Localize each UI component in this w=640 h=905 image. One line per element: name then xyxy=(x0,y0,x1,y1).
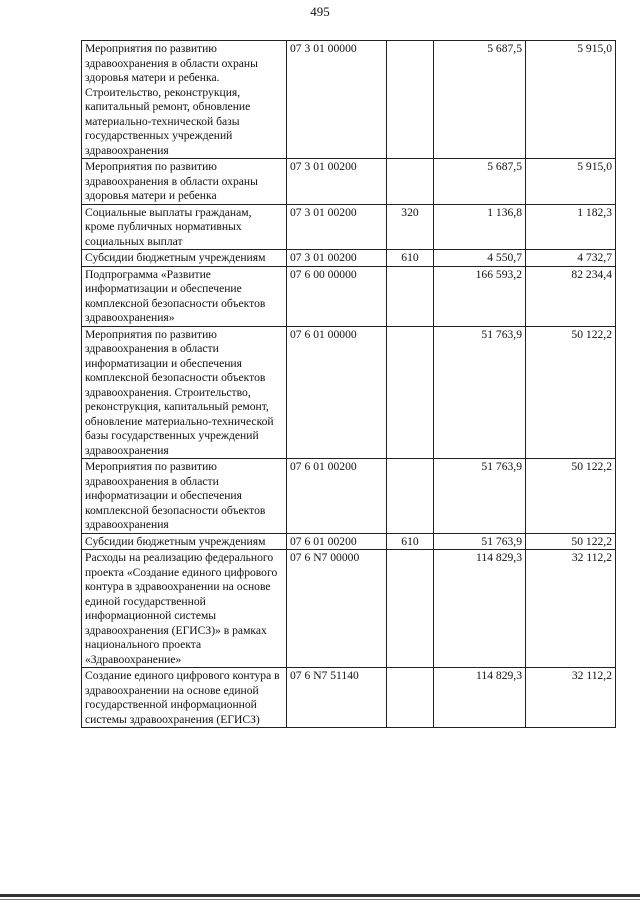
table-row xyxy=(82,250,616,267)
table-row xyxy=(82,533,616,550)
row-name-cell: Расходы на реализацию федерального проекта «Создание единого цифрового контура в здравоохранении на основе единой государственной информационной системы здравоохранения (ЕГИСЗ)» в рамках национального проекта «Здравоохранение» xyxy=(82,550,287,668)
table-row xyxy=(82,459,616,534)
row-expense-type-cell xyxy=(387,326,434,459)
row-amount-year1-cell: 166 593,2 xyxy=(434,266,526,326)
row-code-cell: 07 6 N7 00000 xyxy=(287,550,387,668)
row-code-cell: 07 6 01 00200 xyxy=(287,533,387,550)
row-name-cell: Мероприятия по развитию здравоохранения в области информатизации и обеспечения комплексной безопасности объектов здравоохранения xyxy=(82,459,287,534)
row-amount-year2-cell: 5 915,0 xyxy=(526,159,616,205)
row-expense-type-cell xyxy=(387,159,434,205)
row-name-cell: Подпрограмма «Развитие информатизации и обеспечение комплексной безопасности объектов здравоохранения» xyxy=(82,266,287,326)
row-amount-year1-cell: 51 763,9 xyxy=(434,459,526,534)
row-expense-type-cell xyxy=(387,266,434,326)
row-amount-year2-cell: 1 182,3 xyxy=(526,204,616,250)
table-row xyxy=(82,266,616,326)
row-amount-year1-cell: 51 763,9 xyxy=(434,533,526,550)
row-amount-year2-cell: 50 122,2 xyxy=(526,459,616,534)
row-amount-year2-cell: 5 915,0 xyxy=(526,41,616,159)
row-expense-type-cell: 610 xyxy=(387,533,434,550)
row-expense-type-cell xyxy=(387,41,434,159)
row-amount-year1-cell: 114 829,3 xyxy=(434,550,526,668)
row-code-cell: 07 3 01 00200 xyxy=(287,204,387,250)
row-amount-year2-cell: 4 732,7 xyxy=(526,250,616,267)
row-code-cell: 07 6 01 00000 xyxy=(287,326,387,459)
row-expense-type-cell: 610 xyxy=(387,250,434,267)
row-name-cell: Мероприятия по развитию здравоохранения в области информатизации и обеспечения комплексной безопасности объектов здравоохранения. Строительство, реконструкция, капитальный ремонт, обновление материально-технической базы государственных учреждений здравоохранения xyxy=(82,326,287,459)
table-row xyxy=(82,550,616,668)
row-name-cell: Субсидии бюджетным учреждениям xyxy=(82,250,287,267)
row-name-cell: Социальные выплаты гражданам, кроме публичных нормативных социальных выплат xyxy=(82,204,287,250)
row-amount-year2-cell: 32 112,2 xyxy=(526,550,616,668)
row-amount-year1-cell: 114 829,3 xyxy=(434,668,526,728)
bottom-rule xyxy=(0,894,640,897)
row-expense-type-cell xyxy=(387,459,434,534)
row-expense-type-cell xyxy=(387,550,434,668)
row-name-cell: Мероприятия по развитию здравоохранения в области охраны здоровья матери и ребенка. Строительство, реконструкция, капитальный ремонт, обновление материально-технической базы государственных учреждений здравоохранения xyxy=(82,41,287,159)
row-name-cell: Создание единого цифрового контура в здравоохранении на основе единой государственной информационной системы здравоохранения (ЕГИСЗ) xyxy=(82,668,287,728)
row-amount-year2-cell: 50 122,2 xyxy=(526,533,616,550)
row-amount-year2-cell: 82 234,4 xyxy=(526,266,616,326)
bottom-rule-thin xyxy=(0,899,640,900)
row-amount-year1-cell: 4 550,7 xyxy=(434,250,526,267)
row-name-cell: Субсидии бюджетным учреждениям xyxy=(82,533,287,550)
table-row xyxy=(82,204,616,250)
row-expense-type-cell xyxy=(387,668,434,728)
row-code-cell: 07 6 00 00000 xyxy=(287,266,387,326)
row-name-cell: Мероприятия по развитию здравоохранения в области охраны здоровья матери и ребенка xyxy=(82,159,287,205)
budget-table-body xyxy=(82,41,616,728)
row-amount-year1-cell: 1 136,8 xyxy=(434,204,526,250)
page-number: 495 xyxy=(310,4,330,19)
row-expense-type-cell: 320 xyxy=(387,204,434,250)
row-amount-year2-cell: 50 122,2 xyxy=(526,326,616,459)
row-amount-year1-cell: 5 687,5 xyxy=(434,41,526,159)
budget-table xyxy=(81,40,616,728)
row-code-cell: 07 3 01 00000 xyxy=(287,41,387,159)
row-code-cell: 07 6 N7 51140 xyxy=(287,668,387,728)
table-row xyxy=(82,41,616,159)
row-amount-year1-cell: 5 687,5 xyxy=(434,159,526,205)
row-code-cell: 07 3 01 00200 xyxy=(287,159,387,205)
row-amount-year2-cell: 32 112,2 xyxy=(526,668,616,728)
row-code-cell: 07 6 01 00200 xyxy=(287,459,387,534)
table-row xyxy=(82,668,616,728)
row-code-cell: 07 3 01 00200 xyxy=(287,250,387,267)
table-row xyxy=(82,326,616,459)
row-amount-year1-cell: 51 763,9 xyxy=(434,326,526,459)
table-row xyxy=(82,159,616,205)
